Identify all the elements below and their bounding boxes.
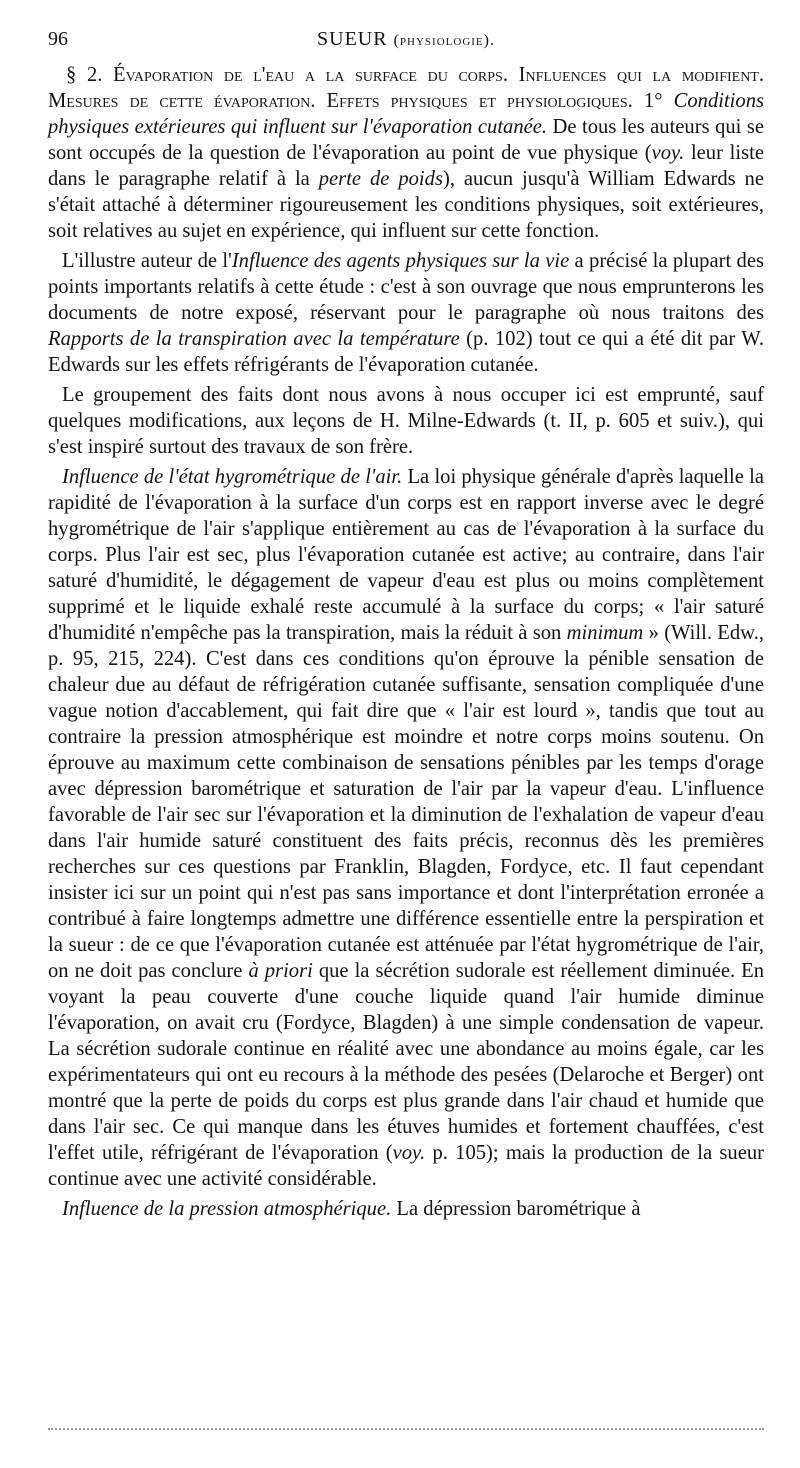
voy-ref: voy.	[392, 1142, 426, 1164]
paragraph-hygrometrique	[48, 464, 764, 1192]
section-text: ), aucun jusqu'à William Edwards ne s'était attaché à déterminer rigoureusement les conditions physiques, soit extérieures, soit relatives au sujet en expérience, qui influent sur cette fonction.	[48, 168, 764, 242]
running-title-sub: (physiologie).	[393, 32, 495, 49]
section-text: leur liste dans le paragraphe relatif à la	[48, 142, 764, 190]
running-title-main: SUEUR	[317, 28, 388, 50]
perte-de-poids-ref: perte de poids	[318, 168, 443, 190]
minimum-term: minimum	[566, 622, 644, 644]
paragraph-pression	[48, 1196, 764, 1222]
subsection-title: Conditions physiques extérieures qui influent sur l'évaporation cutanée.	[48, 90, 765, 138]
section-text: De tous les auteurs qui se sont occupés de la question de l'évaporation au point de vue physique (	[48, 116, 764, 164]
section-title-3: Mesures de cette évaporation.	[48, 90, 316, 112]
paragraph-text: a précisé la plupart des points importants relatifs à cette étude : c'est à son ouvrage que nous emprunterons les documents de notre exposé, réservant pour le paragraphe où nous traitons des	[48, 250, 764, 324]
section-title-1: Évaporation de l'eau a la surface du corps.	[113, 64, 508, 86]
paragraph-edwards	[48, 248, 764, 378]
rapports-ref: Rapports de la transpiration avec la température	[48, 328, 460, 350]
voy-ref: voy.	[651, 142, 685, 164]
subsection-number: 1°	[643, 90, 663, 112]
section-title-4: Effets physiques et physiologiques.	[326, 90, 633, 112]
paragraph-text: Le groupement des faits dont nous avons à nous occuper ici est emprunté, sauf quelques modifications, aux leçons de H. Milne-Edwards (t. II, p. 605 et suiv.), qui s'est inspiré surtout des travaux de son frère.	[48, 384, 764, 458]
page-number: 96	[48, 28, 68, 50]
footer-dotted-rule	[48, 1428, 764, 1430]
body-text	[48, 62, 764, 1222]
section-title-2: Influences qui la modifient.	[518, 64, 765, 86]
section-paragraph	[48, 62, 764, 244]
paragraph-text: L'illustre auteur de l'	[62, 250, 232, 272]
paragraph-heading: Influence de la pression atmosphérique.	[62, 1198, 392, 1220]
section-number: § 2.	[66, 64, 103, 86]
paragraph-groupement	[48, 382, 764, 460]
paragraph-text: » (Will. Edw., p. 95, 215, 224). C'est dans ces conditions qu'on éprouve la pénible sensation de chaleur due au défaut de réfrigération cutanée suffisante, sensation compliquée d'une vague notion d'accablement, qui fait dire que « l'air est lourd », tandis que tout au contraire la pression atmosphérique est moindre et notre corps moins soutenu. On éprouve au maximum cette combinaison de sensations pénibles par les temps d'orage avec dépression barométrique et saturation de l'air par la vapeur d'eau. L'influence favorable de l'air sec sur l'évaporation et la diminution de l'exhalation de vapeur d'eau dans l'air humide saturé constituent des faits précis, reconnus dès les premières recherches sur ces questions par Franklin, Blagden, Fordyce, etc. Il faut cependant insister ici sur un point qui n'est pas sans importance et dont l'interprétation erronée a contribué à faire longtemps admettre une différence essentielle entre la perspiration et la sueur : de ce que l'évaporation cutanée est atténuée par l'état hygrométrique de l'air, on ne doit pas conclure	[48, 622, 765, 982]
paragraph-heading: Influence de l'état hygrométrique de l'air.	[62, 466, 403, 488]
paragraph-text: (p. 102) tout ce qui a été dit par W. Edwards sur les effets réfrigérants de l'évaporation cutanée.	[48, 328, 764, 376]
paragraph-text: La dépression barométrique à	[391, 1198, 641, 1220]
page-header	[48, 28, 764, 62]
a-priori-term: à priori	[248, 960, 313, 982]
paragraph-text: que la sécrétion sudorale est réellement diminuée. En voyant la peau couverte d'une couche liquide quand l'air humide diminue l'évaporation, on avait cru (Fordyce, Blagden) à une simple condensation de vapeur. La sécrétion sudorale continue en réalité avec une abondance au moins égale, car les expérimentateurs qui ont eu recours à la méthode des pesées (Delaroche et Berger) ont montré que la perte de poids du corps est plus grande dans l'air chaud et humide que dans l'air sec. Ce qui manque dans les étuves humides et fortement chauffées, c'est l'effet utile, réfrigérant de l'évaporation (	[48, 960, 764, 1164]
book-title: Influence des agents physiques sur la vie	[231, 250, 570, 272]
paragraph-text: La loi physique générale d'après laquelle la rapidité de l'évaporation à la surface d'un corps est en rapport inverse avec le degré hygrométrique de l'air s'applique entièrement au cas de l'évaporation à la surface du corps. Plus l'air est sec, plus l'évaporation cutanée est active; au contraire, dans l'air saturé d'humidité, le dégagement de vapeur d'eau est plus ou moins complètement supprimé et le liquide exhalé reste accumulé à la surface du corps; « l'air saturé d'humidité n'empêche pas la transpiration, mais la réduit à son	[48, 466, 764, 644]
paragraph-text: p. 105); mais la production de la sueur continue avec une activité considérable.	[48, 1142, 764, 1190]
running-title	[48, 28, 764, 51]
